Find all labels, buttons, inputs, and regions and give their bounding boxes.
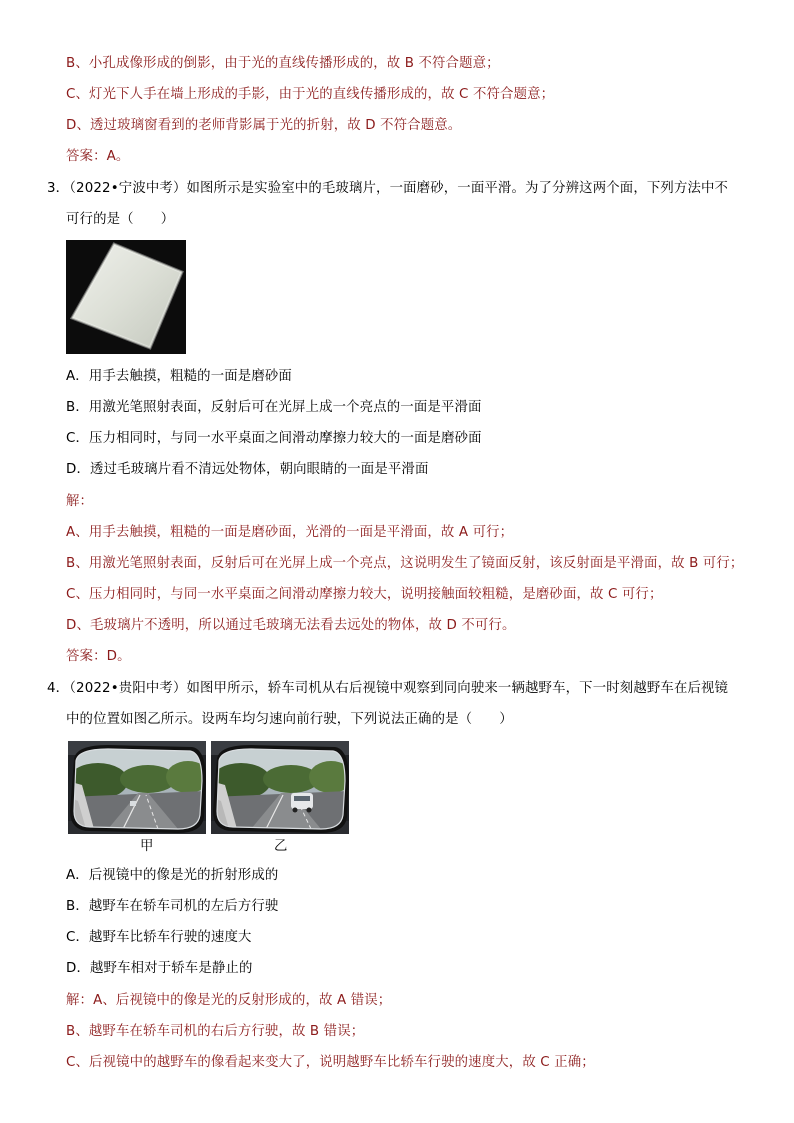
caption-yi: 乙	[274, 839, 288, 854]
q3-option-d: D．透过毛玻璃片看不清远处物体，朝向眼睛的一面是平滑面	[66, 462, 429, 477]
q3-option-a: A．用手去触摸，粗糙的一面是磨砂面	[66, 369, 292, 384]
q4-stem-line2: 中的位置如图乙所示。设两车均匀速向前行驶，下列说法正确的是（ ）	[66, 712, 513, 727]
prev-answer: 答案：A。	[66, 149, 130, 164]
q3-solution-d: D、毛玻璃片不透明，所以通过毛玻璃无法看去远处的物体，故 D 不可行。	[66, 618, 516, 633]
q4-option-d: D．越野车相对于轿车是静止的	[66, 961, 253, 976]
mirror-photo-jia	[68, 741, 206, 834]
q4-solution-b: B、越野车在轿车司机的右后方行驶，故 B 错误；	[66, 1024, 365, 1039]
prev-solution-line-d: D、透过玻璃窗看到的老师背影属于光的折射，故 D 不符合题意。	[66, 118, 462, 133]
q4-option-c: C．越野车比轿车行驶的速度大	[66, 930, 252, 945]
prev-solution-line-b: B、小孔成像形成的倒影，由于光的直线传播形成的，故 B 不符合题意；	[66, 56, 500, 71]
q4-stem-line1: 4．（2022•贵阳中考）如图甲所示，轿车司机从右后视镜中观察到同向驶来一辆越野车，下一时刻越野车在后视镜	[47, 681, 729, 696]
q3-solution-label: 解：	[66, 494, 94, 509]
q4-option-a: A．后视镜中的像是光的折射形成的	[66, 868, 279, 883]
q4-solution-a: 解：A、后视镜中的像是光的反射形成的，故 A 错误；	[66, 993, 392, 1008]
caption-jia: 甲	[140, 839, 154, 854]
q4-solution-c: C、后视镜中的越野车的像看起来变大了，说明越野车比轿车行驶的速度大，故 C 正确；	[66, 1055, 595, 1070]
q3-option-c: C．压力相同时，与同一水平桌面之间滑动摩擦力较大的一面是磨砂面	[66, 431, 482, 446]
q4-option-b: B．越野车在轿车司机的左后方行驶	[66, 899, 279, 914]
frosted-glass-photo	[66, 240, 186, 354]
mirror-photo-yi	[211, 741, 349, 834]
q3-option-b: B．用激光笔照射表面，反射后可在光屏上成一个亮点的一面是平滑面	[66, 400, 482, 415]
q3-answer: 答案：D。	[66, 649, 131, 664]
q3-solution-a: A、用手去触摸，粗糙的一面是磨砂面，光滑的一面是平滑面，故 A 可行；	[66, 525, 514, 540]
q3-stem-line1: 3．（2022•宁波中考）如图所示是实验室中的毛玻璃片，一面磨砂，一面平滑。为了分辨这两个面，下列方法中不	[47, 181, 729, 196]
q3-solution-c: C、压力相同时，与同一水平桌面之间滑动摩擦力较大，说明接触面较粗糙，是磨砂面，故 C 可行；	[66, 587, 663, 602]
q3-stem-line2: 可行的是（ ）	[66, 212, 175, 227]
q3-solution-b: B、用激光笔照射表面，反射后可在光屏上成一个亮点，这说明发生了镜面反射，该反射面是平滑面，故 B 可行；	[66, 556, 744, 571]
prev-solution-line-c: C、灯光下人手在墙上形成的手影，由于光的直线传播形成的，故 C 不符合题意；	[66, 87, 555, 102]
